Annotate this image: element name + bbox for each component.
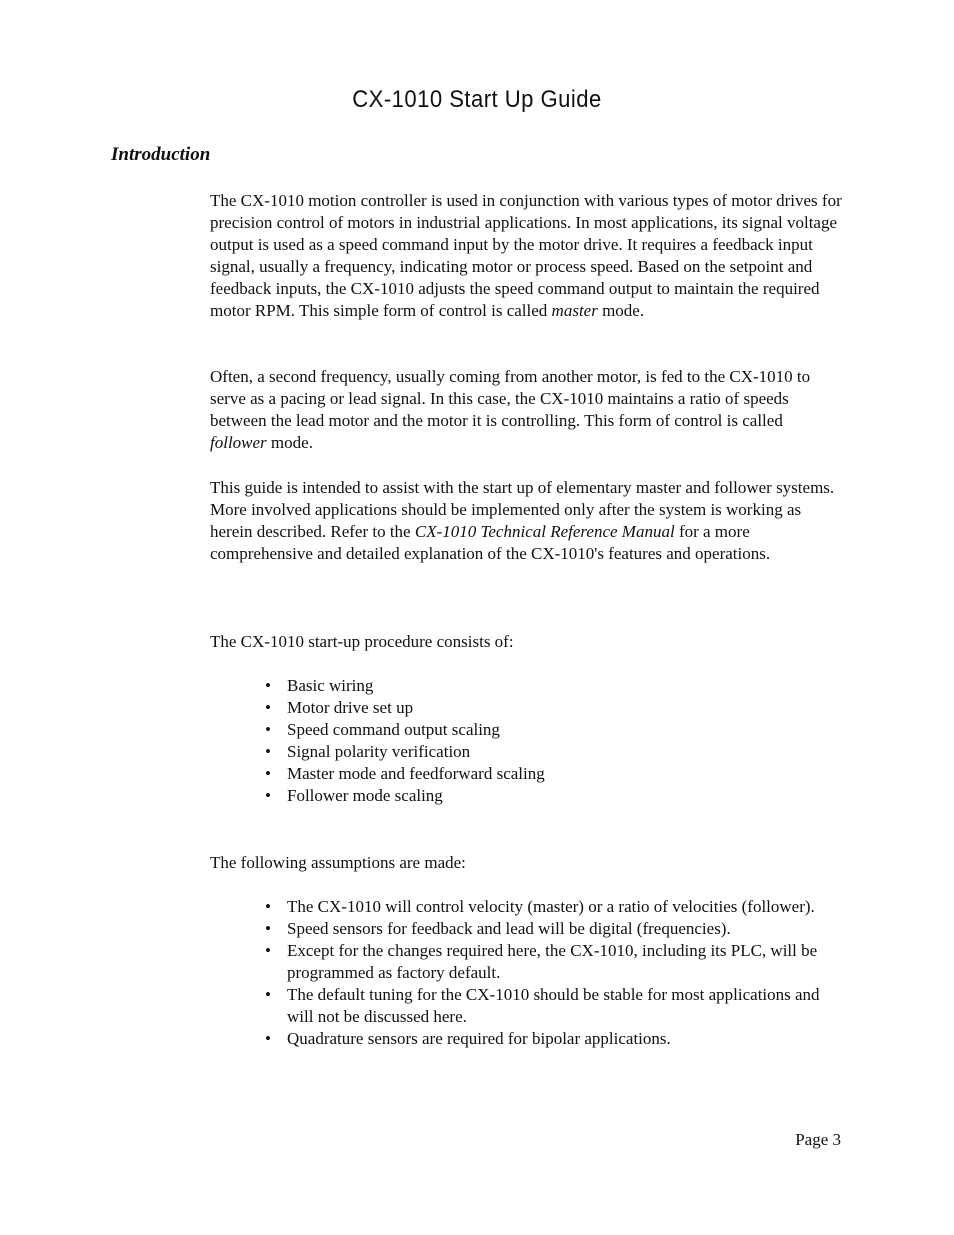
intro-paragraph-follower-mode — [210, 366, 842, 454]
paragraph-text: for a more comprehensive and detailed explanation of the CX-1010's features and operations. — [210, 522, 771, 563]
list-item: • Master mode and feedforward scaling — [287, 763, 847, 785]
list-item: • Speed sensors for feedback and lead will be digital (frequencies). — [287, 918, 847, 940]
list-item: • The CX-1010 will control velocity (master) or a ratio of velocities (follower). — [287, 896, 847, 918]
paragraph-text: mode. — [266, 433, 313, 452]
list-item: • Signal polarity verification — [287, 741, 847, 763]
list-item: • Motor drive set up — [287, 697, 847, 719]
list-item: • Quadrature sensors are required for bipolar applications. — [287, 1028, 847, 1050]
paragraph-text: Often, a second frequency, usually coming from another motor, is fed to the CX-1010 to serve as a pacing or lead signal. In this case, the CX-1010 maintains a ratio of speeds between the lead motor and the motor it is controlling. This form of control is called — [210, 367, 811, 430]
list-item: • Except for the changes required here, the CX-1010, including its PLC, will be programmed as factory default. — [287, 940, 847, 984]
assumptions-list — [287, 896, 847, 1050]
assumptions-intro: The following assumptions are made: — [210, 853, 466, 872]
page-number: Page 3 — [795, 1130, 841, 1149]
procedure-list — [287, 675, 847, 807]
page-title: CX-1010 Start Up Guide — [352, 86, 602, 113]
paragraph-text: mode. — [597, 301, 645, 320]
section-heading-introduction: Introduction — [111, 144, 211, 165]
paragraph-text: The CX-1010 motion controller is used in conjunction with various types of motor drives for precision control of motors in industrial applications. In most applications, its signal voltage output is used as a speed command input by the motor drive. It requires a feedback input signal, usually a frequency, indicating motor or process speed. Based on the setpoint and feedback inputs, the CX-1010 adjusts the speed command output to maintain the required motor RPM. This simple form of control is called — [210, 191, 842, 320]
emphasis-manual-title: CX-1010 Technical Reference Manual — [414, 522, 675, 541]
list-item: • Speed command output scaling — [287, 719, 847, 741]
procedure-intro: The CX-1010 start-up procedure consists of: — [210, 632, 514, 651]
list-item: • The default tuning for the CX-1010 should be stable for most applications and will not be discussed here. — [287, 984, 847, 1028]
emphasis-master: master — [551, 301, 598, 320]
list-item: • Basic wiring — [287, 675, 847, 697]
paragraph-text: This guide is intended to assist with the start up of elementary master and follower systems. More involved applications should be implemented only after the system is working as herein described. Refer to the — [210, 478, 835, 541]
list-item: • Follower mode scaling — [287, 785, 847, 807]
intro-paragraph-guide-purpose — [210, 477, 842, 565]
intro-paragraph-master-mode — [210, 190, 842, 322]
emphasis-follower: follower — [210, 433, 267, 452]
